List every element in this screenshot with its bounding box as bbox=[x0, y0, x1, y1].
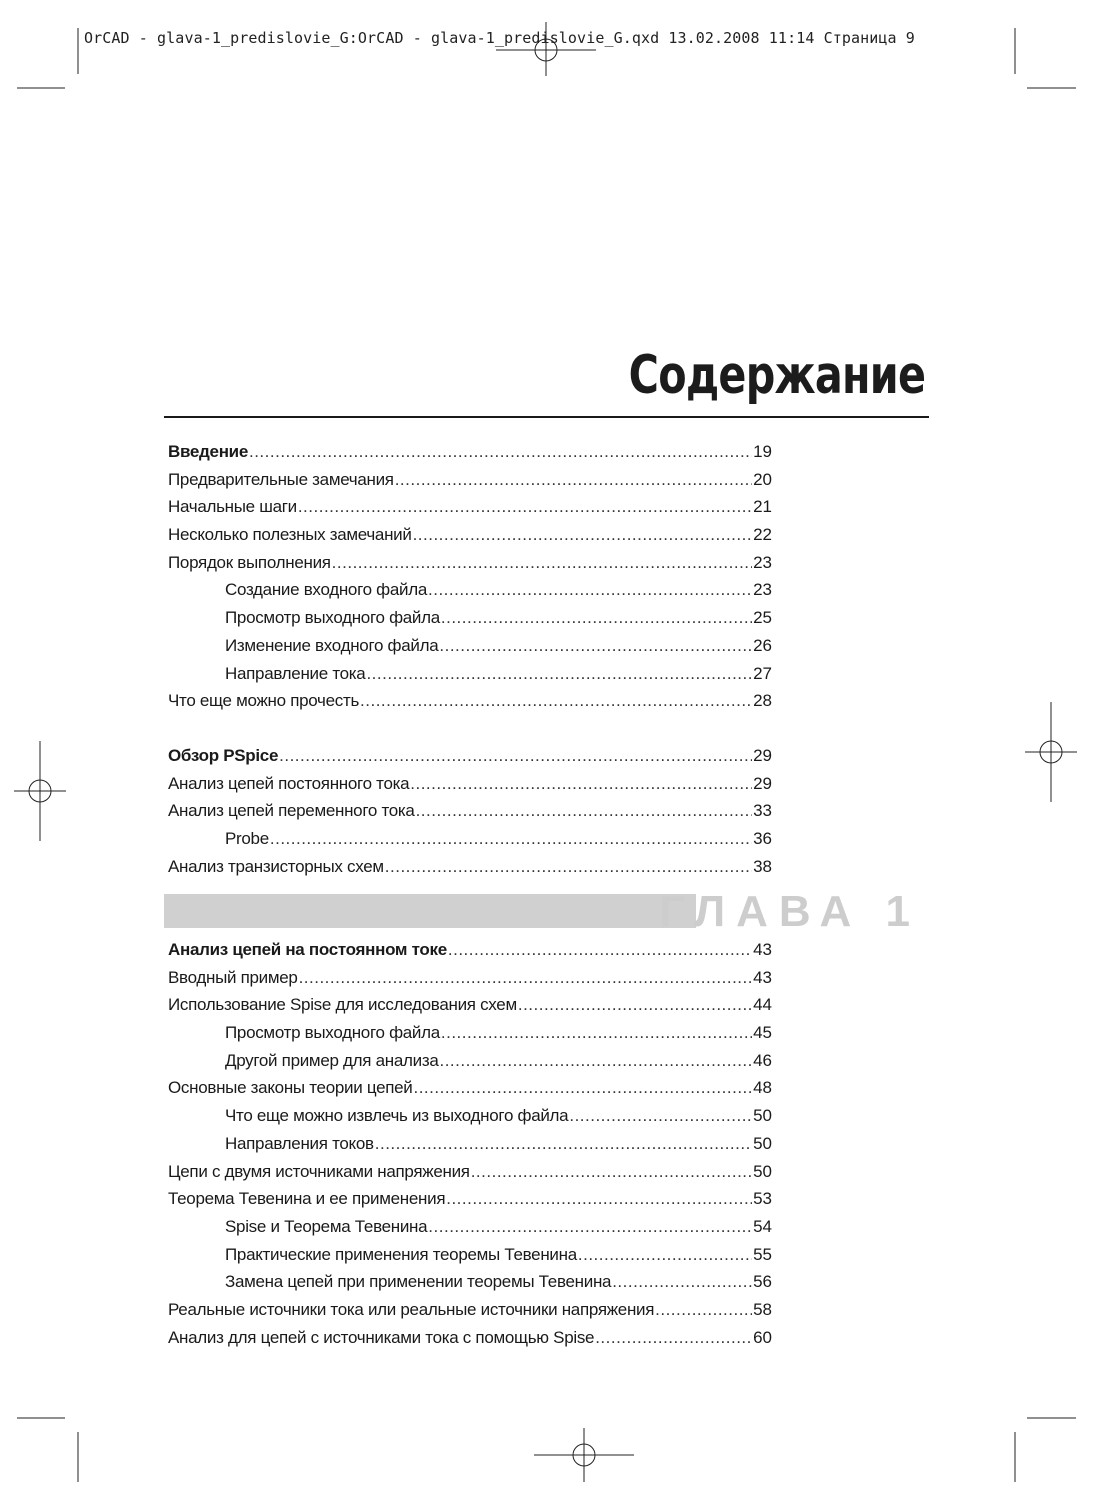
toc-entry-label: Цепи с двумя источниками напряжения bbox=[168, 1161, 470, 1181]
toc-entry bbox=[168, 1324, 772, 1352]
toc-leader-dots bbox=[299, 964, 753, 992]
toc-entry-page: 22 bbox=[753, 525, 772, 545]
toc-entry-page: 28 bbox=[753, 691, 772, 711]
toc-leader-dots bbox=[428, 576, 752, 604]
toc-leader-dots bbox=[441, 1019, 752, 1047]
toc-entry-label: Просмотр выходного файла bbox=[225, 1023, 440, 1043]
toc-entry-label: Использование Spise для исследования схем bbox=[168, 995, 517, 1015]
toc-entry-page: 46 bbox=[753, 1050, 772, 1070]
toc-entry bbox=[168, 1074, 772, 1102]
toc-entry bbox=[168, 549, 772, 577]
toc-entry-label: Предварительные замечания bbox=[168, 469, 394, 489]
chapter-bar bbox=[164, 894, 696, 928]
toc-entry-label: Другой пример для анализа bbox=[225, 1050, 439, 1070]
toc-leader-dots bbox=[385, 853, 752, 881]
toc-entry-label: Изменение входного файла bbox=[225, 635, 439, 655]
toc-entry-page: 54 bbox=[753, 1216, 772, 1236]
toc-entry bbox=[168, 1019, 772, 1047]
registration-mark-bottom bbox=[534, 1428, 634, 1482]
toc-entry-label: Создание входного файла bbox=[225, 580, 427, 600]
registration-mark-right bbox=[1025, 702, 1077, 802]
toc-leader-dots bbox=[428, 1213, 752, 1241]
toc-entry-label: Вводный пример bbox=[168, 967, 298, 987]
toc-entry bbox=[168, 1102, 772, 1130]
toc-entry bbox=[168, 1185, 772, 1213]
toc-entry bbox=[168, 687, 772, 715]
toc-entry-label: Практические применения теоремы Тевенина bbox=[225, 1244, 577, 1264]
toc-leader-dots bbox=[569, 1102, 752, 1130]
toc-entry-page: 38 bbox=[753, 856, 772, 876]
toc-entry bbox=[168, 936, 772, 964]
toc-entry-page: 23 bbox=[753, 580, 772, 600]
toc-entry-page: 26 bbox=[753, 635, 772, 655]
toc-entry bbox=[168, 1241, 772, 1269]
registration-mark-left bbox=[14, 741, 66, 841]
toc-leader-dots bbox=[395, 466, 752, 494]
toc-entry bbox=[168, 1213, 772, 1241]
toc-leader-dots bbox=[655, 1296, 752, 1324]
toc-entry-label: Обзор PSpice bbox=[168, 746, 279, 765]
toc-entry bbox=[168, 604, 772, 632]
toc-entry-page: 44 bbox=[753, 995, 772, 1015]
toc-entry-page: 21 bbox=[753, 497, 772, 517]
toc-leader-dots bbox=[270, 825, 752, 853]
toc-leader-dots bbox=[279, 742, 752, 770]
toc-leader-dots bbox=[298, 493, 752, 521]
toc-section-introduction bbox=[168, 438, 772, 715]
title-rule bbox=[164, 416, 929, 418]
toc-leader-dots bbox=[612, 1268, 752, 1296]
toc-entry-label: Анализ для цепей с источниками тока с помощью Spise bbox=[168, 1327, 595, 1347]
toc-leader-dots bbox=[578, 1241, 752, 1269]
toc-entry bbox=[168, 466, 772, 494]
toc-entry-label: Теорема Тевенина и ее применения bbox=[168, 1189, 446, 1209]
toc-leader-dots bbox=[413, 1074, 752, 1102]
toc-entry-page: 29 bbox=[753, 746, 772, 765]
toc-entry-label: Несколько полезных замечаний bbox=[168, 525, 412, 545]
toc-leader-dots bbox=[446, 1185, 752, 1213]
toc-entry bbox=[168, 742, 772, 770]
toc-entry-label: Probe bbox=[225, 829, 269, 849]
toc-entry bbox=[168, 576, 772, 604]
toc-entry bbox=[168, 991, 772, 1019]
registration-mark-top bbox=[496, 22, 596, 76]
toc-entry-page: 60 bbox=[753, 1327, 772, 1347]
toc-entry-label: Просмотр выходного файла bbox=[225, 608, 440, 628]
toc-entry-page: 25 bbox=[753, 608, 772, 628]
toc-leader-dots bbox=[439, 1047, 752, 1075]
toc-entry-label: Анализ цепей на постоянном токе bbox=[168, 940, 447, 959]
toc-entry bbox=[168, 660, 772, 688]
toc-leader-dots bbox=[375, 1130, 752, 1158]
toc-entry-label: Реальные источники тока или реальные источники напряжения bbox=[168, 1299, 655, 1319]
toc-leader-dots bbox=[441, 604, 752, 632]
toc-leader-dots bbox=[249, 438, 752, 466]
toc-entry bbox=[168, 797, 772, 825]
toc-entry bbox=[168, 632, 772, 660]
toc-leader-dots bbox=[410, 770, 752, 798]
toc-entry-label: Направление тока bbox=[225, 663, 366, 683]
toc-entry bbox=[168, 1158, 772, 1186]
toc-entry-page: 23 bbox=[753, 552, 772, 572]
page-title: Содержание bbox=[628, 345, 925, 406]
toc-leader-dots bbox=[360, 687, 752, 715]
toc-entry bbox=[168, 825, 772, 853]
toc-leader-dots bbox=[416, 797, 753, 825]
toc-entry-label: Введение bbox=[168, 442, 248, 461]
toc-entry-page: 29 bbox=[753, 773, 772, 793]
toc-entry-page: 50 bbox=[753, 1106, 772, 1126]
chapter-label: ГЛАВА 1 bbox=[659, 887, 921, 936]
toc-entry bbox=[168, 1268, 772, 1296]
toc-entry-page: 56 bbox=[753, 1272, 772, 1292]
toc-entry bbox=[168, 770, 772, 798]
toc-entry-label: Замена цепей при применении теоремы Тевенина bbox=[225, 1272, 612, 1292]
toc-entry bbox=[168, 1130, 772, 1158]
toc-entry-page: 50 bbox=[753, 1161, 772, 1181]
toc-entry-label: Spise и Теорема Тевенина bbox=[225, 1216, 428, 1236]
toc-leader-dots bbox=[471, 1158, 752, 1186]
print-slug: OrCAD - glava-1_predislovie_G:OrCAD - glava-1_predislovie_G.qxd 13.02.2008 11:14 Страница 9 bbox=[84, 29, 915, 47]
toc-entry-page: 27 bbox=[753, 663, 772, 683]
toc-entry bbox=[168, 438, 772, 466]
toc-entry-label: Анализ транзисторных схем bbox=[168, 856, 384, 876]
toc-leader-dots bbox=[366, 660, 752, 688]
toc-entry-label: Анализ цепей переменного тока bbox=[168, 801, 415, 821]
toc-entry-label: Начальные шаги bbox=[168, 497, 297, 517]
toc-entry bbox=[168, 1047, 772, 1075]
toc-entry-page: 55 bbox=[753, 1244, 772, 1264]
toc-entry-label: Что еще можно прочесть bbox=[168, 691, 360, 711]
toc-entry-label: Основные законы теории цепей bbox=[168, 1078, 413, 1098]
toc-entry-page: 58 bbox=[753, 1299, 772, 1319]
toc-section-chapter-1 bbox=[168, 936, 772, 1351]
toc-leader-dots bbox=[413, 521, 753, 549]
toc-entry-page: 43 bbox=[753, 967, 772, 987]
toc-entry bbox=[168, 964, 772, 992]
toc-entry bbox=[168, 853, 772, 881]
toc-entry-page: 33 bbox=[753, 801, 772, 821]
toc-entry-page: 50 bbox=[753, 1133, 772, 1153]
toc-entry-page: 20 bbox=[753, 469, 772, 489]
toc-entry-label: Анализ цепей постоянного тока bbox=[168, 773, 410, 793]
toc-entry-label: Порядок выполнения bbox=[168, 552, 331, 572]
toc-leader-dots bbox=[439, 632, 752, 660]
toc-entry-page: 36 bbox=[753, 829, 772, 849]
toc-entry-page: 53 bbox=[753, 1189, 772, 1209]
toc-entry-label: Направления токов bbox=[225, 1133, 374, 1153]
toc-entry bbox=[168, 521, 772, 549]
toc-entry bbox=[168, 493, 772, 521]
toc-entry bbox=[168, 1296, 772, 1324]
toc-entry-page: 43 bbox=[753, 940, 772, 959]
toc-section-pspice-overview bbox=[168, 742, 772, 880]
toc-leader-dots bbox=[448, 936, 752, 964]
toc-entry-page: 48 bbox=[753, 1078, 772, 1098]
toc-leader-dots bbox=[595, 1324, 752, 1352]
toc-entry-page: 19 bbox=[753, 442, 772, 461]
toc-entry-label: Что еще можно извлечь из выходного файла bbox=[225, 1106, 569, 1126]
toc-leader-dots bbox=[518, 991, 752, 1019]
toc-leader-dots bbox=[332, 549, 752, 577]
toc-entry-page: 45 bbox=[753, 1023, 772, 1043]
